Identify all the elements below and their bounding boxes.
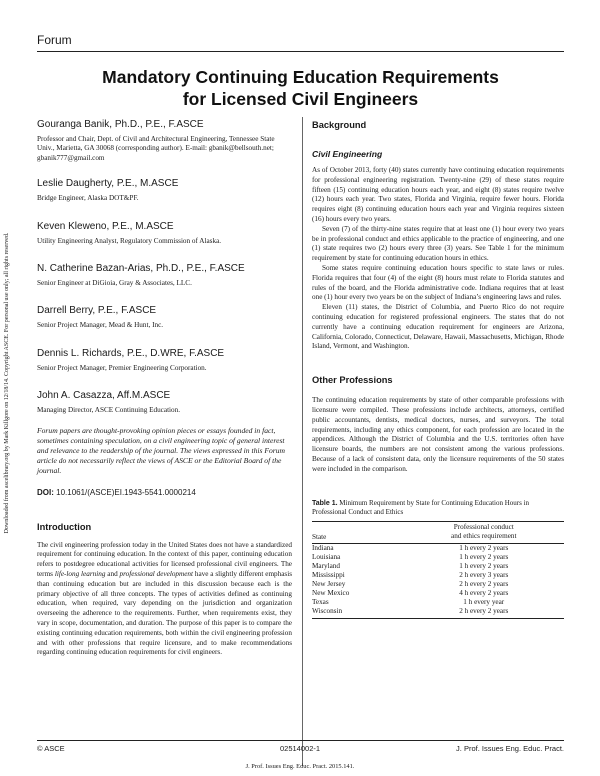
citation-line: J. Prof. Issues Eng. Educ. Pract. 2015.141. bbox=[245, 763, 355, 770]
introduction-paragraph bbox=[37, 541, 292, 659]
author-name: Gouranga Banik, Ph.D., P.E., F.ASCE bbox=[37, 119, 204, 130]
intro-text-b: and bbox=[105, 570, 120, 579]
cell-requirement: 1 h every 2 years bbox=[459, 552, 509, 561]
cell-state: New Mexico bbox=[312, 588, 350, 597]
table-caption-text: Minimum Requirement by State for Continuing Education Hours in Professional Conduct and Ethics bbox=[312, 498, 530, 516]
cell-requirement: 1 h every 2 years bbox=[459, 561, 509, 570]
table-row bbox=[312, 553, 564, 562]
cell-state: Texas bbox=[312, 597, 329, 606]
cell-requirement: 1 h every 2 years bbox=[459, 543, 509, 552]
footer-copyright: © ASCE bbox=[37, 744, 65, 753]
author-affiliation: Senior Project Manager, Premier Engineering Corporation. bbox=[37, 363, 207, 372]
cell-requirement: 4 h every 2 years bbox=[459, 588, 509, 597]
doi-label: DOI: bbox=[37, 487, 54, 497]
column-header-requirement bbox=[404, 521, 565, 543]
author-name: N. Catherine Bazan-Arias, Ph.D., P.E., F.ASCE bbox=[37, 263, 245, 275]
table-caption bbox=[312, 499, 564, 517]
table-row bbox=[312, 580, 564, 589]
table-label: Table 1. bbox=[312, 499, 338, 507]
civil-engineering-subheading: Civil Engineering bbox=[312, 149, 383, 159]
author-name: Leslie Daugherty, P.E., M.ASCE bbox=[37, 178, 179, 190]
doi-value[interactable]: 10.1061/(ASCE)EI.1943-5541.0000214 bbox=[56, 487, 196, 497]
download-notice: Downloaded from ascelibrary.org by Mark Killgore on 12/18/14. Copyright ASCE. For personal use only; all rights reserved. bbox=[4, 232, 10, 534]
column-header-state: State bbox=[312, 521, 404, 543]
table-row bbox=[312, 562, 564, 571]
author-name: Darrell Berry, P.E., F.ASCE bbox=[37, 305, 157, 317]
footer-page-id: 02514002-1 bbox=[280, 744, 321, 753]
background-paragraph-3: Some states require continuing education hours specific to state laws or rules. Florida requires that four (4) of the eight (8) hours must relate to Florida statutes and rules of the board, and the Florida administrative code. Indiana requires that at least one (1) hour every two years be on the subject of Indiana’s engineering laws and rules. bbox=[312, 263, 564, 302]
section-label: Forum bbox=[37, 33, 72, 47]
author-block bbox=[37, 348, 292, 373]
author-name: Keven Kleweno, P.E., M.ASCE bbox=[37, 220, 174, 232]
author-affiliation: Utility Engineering Analyst, Regulatory Commission of Alaska. bbox=[37, 236, 222, 245]
author-name: John A. Casazza, Aff.M.ASCE bbox=[37, 390, 171, 402]
introduction-heading: Introduction bbox=[37, 521, 92, 532]
cell-state: Maryland bbox=[312, 561, 340, 570]
footer-rule bbox=[37, 740, 564, 741]
author-name: Dennis L. Richards, P.E., D.WRE, F.ASCE bbox=[37, 347, 225, 359]
intro-term-2: professional development bbox=[119, 570, 193, 579]
cell-state: Louisiana bbox=[312, 552, 341, 561]
cell-requirement: 2 h every 2 years bbox=[459, 579, 509, 588]
background-paragraph-4: Eleven (11) states, the District of Columbia, and Puerto Rico do not require continuing education for registered professional engineers. The states that do not currently have a continuing education requirement for engineers are Arizona, California, Colorado, Connecticut, Delaware, Hawaii, Massachusetts, Michigan, Rhode Island, Vermont, and Washington. bbox=[312, 303, 564, 351]
other-professions-paragraph: The continuing education requirements by state of other comparable professions with licensure were compiled. These professions include architects, attorneys, certified public accountants, dentists, medical doctors, nurses, and surveyors. The total requirements, including any ethics component, for each profession are located in the appendices. Although the District of Columbia and the U.S. territories often have licensure boards, the numbers are not consistent among the various professions. Because of a lack of consistent data, only the licensure requirements of the 50 states were included in the comparison. bbox=[312, 396, 564, 473]
cell-requirement: 1 h every year bbox=[463, 597, 505, 606]
author-affiliation: Bridge Engineer, Alaska DOT&PF. bbox=[37, 194, 139, 203]
background-paragraph-1: As of October 2013, forty (40) states currently have continuing education requirements for professional engineering registration. Twenty-nine (29) of these states require fifteen (15) continuing education hours each year, and eight (8) states require twelve (12) hours each year. Two states, Florida and Virginia, require fewer hours. Florida requires eight (8) continuing education hours each year and Virginia requires sixteen (16) hours every two years. bbox=[312, 166, 564, 223]
intro-text-c: have a slightly different emphasis than continuing education but are included in this discussion because each is the primary objective of all three concepts. The types of activities defined as continuing education, when required, vary depending on the jurisdiction and organization overseeing the adherence to the requirements. Further, when requirements exist, they vary in scope, documentation, and duration. The purpose of this paper is to compare the existing continuing education requirements, both within the civil engineering profession and with other professions that require licensure, and to make recommendations regarding continuing education requirements for civil engineers. bbox=[37, 570, 292, 657]
ethics-requirements-table bbox=[312, 521, 564, 619]
other-professions-heading: Other Professions bbox=[312, 375, 393, 386]
cell-state: New Jersey bbox=[312, 579, 346, 588]
background-heading: Background bbox=[312, 120, 367, 130]
background-paragraph-2: Seven (7) of the thirty-nine states require that at least one (1) hour every two years be in professional conduct and ethics applicable to the practice of engineering, and one (1) state requires two (2) hours every three (3) years. See Table 1 for the minimum requirement by state for continuing education hours in ethics. bbox=[312, 224, 564, 263]
cell-state: Indiana bbox=[312, 543, 334, 552]
column-header-line-2: and ethics requirement bbox=[451, 531, 517, 540]
author-block bbox=[37, 221, 292, 246]
table-row bbox=[312, 543, 564, 553]
table-row bbox=[312, 571, 564, 580]
paper-title bbox=[37, 66, 564, 110]
author-block bbox=[37, 119, 292, 163]
author-affiliation: Senior Project Manager, Mead & Hunt, Inc. bbox=[37, 321, 164, 330]
author-block bbox=[37, 178, 292, 203]
author-block bbox=[37, 263, 292, 288]
title-line-1: Mandatory Continuing Education Requirements bbox=[102, 67, 499, 87]
right-column bbox=[312, 119, 564, 619]
cell-requirement: 2 h every 3 years bbox=[459, 570, 509, 579]
intro-text-a: The civil engineering profession today in the United States does not have a standardized requirement for continuing education. In the context of this paper, continuing education refers to postdegree educational activities for licensed professional civil engineers. The terms bbox=[37, 540, 292, 579]
forum-note: Forum papers are thought-provoking opinion pieces or essays founded in fact, sometimes containing speculation, on a civil engineering topic of general interest and relevance to the readership of the journal. The views expressed in this Forum article do not necessarily reflect the views of ASCE or the Editorial Board of the journal. bbox=[37, 425, 286, 475]
table-row bbox=[312, 598, 564, 607]
author-block bbox=[37, 390, 292, 415]
author-block bbox=[37, 305, 292, 330]
cell-state: Wisconsin bbox=[312, 607, 404, 619]
author-affiliation: Senior Engineer at DiGioia, Gray & Associates, LLC. bbox=[37, 279, 192, 288]
cell-requirement: 2 h every 2 years bbox=[404, 607, 565, 619]
author-affiliation: Managing Director, ASCE Continuing Education. bbox=[37, 406, 181, 415]
author-affiliation: Professor and Chair, Dept. of Civil and Architectural Engineering, Tennessee State Univ., Marietta, GA 30068 (corresponding author). E-mail: gbanik@bellsouth.net; gbanik777@gmail.com bbox=[37, 135, 275, 162]
footer-journal: J. Prof. Issues Eng. Educ. Pract. bbox=[456, 744, 564, 753]
header-rule bbox=[37, 51, 564, 52]
column-header-line-1: Professional conduct bbox=[453, 522, 514, 531]
title-line-2: for Licensed Civil Engineers bbox=[182, 89, 419, 109]
table-row bbox=[312, 607, 564, 619]
cell-state: Mississippi bbox=[312, 570, 345, 579]
table-row bbox=[312, 589, 564, 598]
intro-term-1: life-long learning bbox=[54, 570, 106, 579]
left-column bbox=[37, 119, 292, 658]
doi bbox=[37, 488, 292, 497]
column-divider bbox=[302, 117, 303, 766]
table-header-row bbox=[312, 521, 564, 543]
